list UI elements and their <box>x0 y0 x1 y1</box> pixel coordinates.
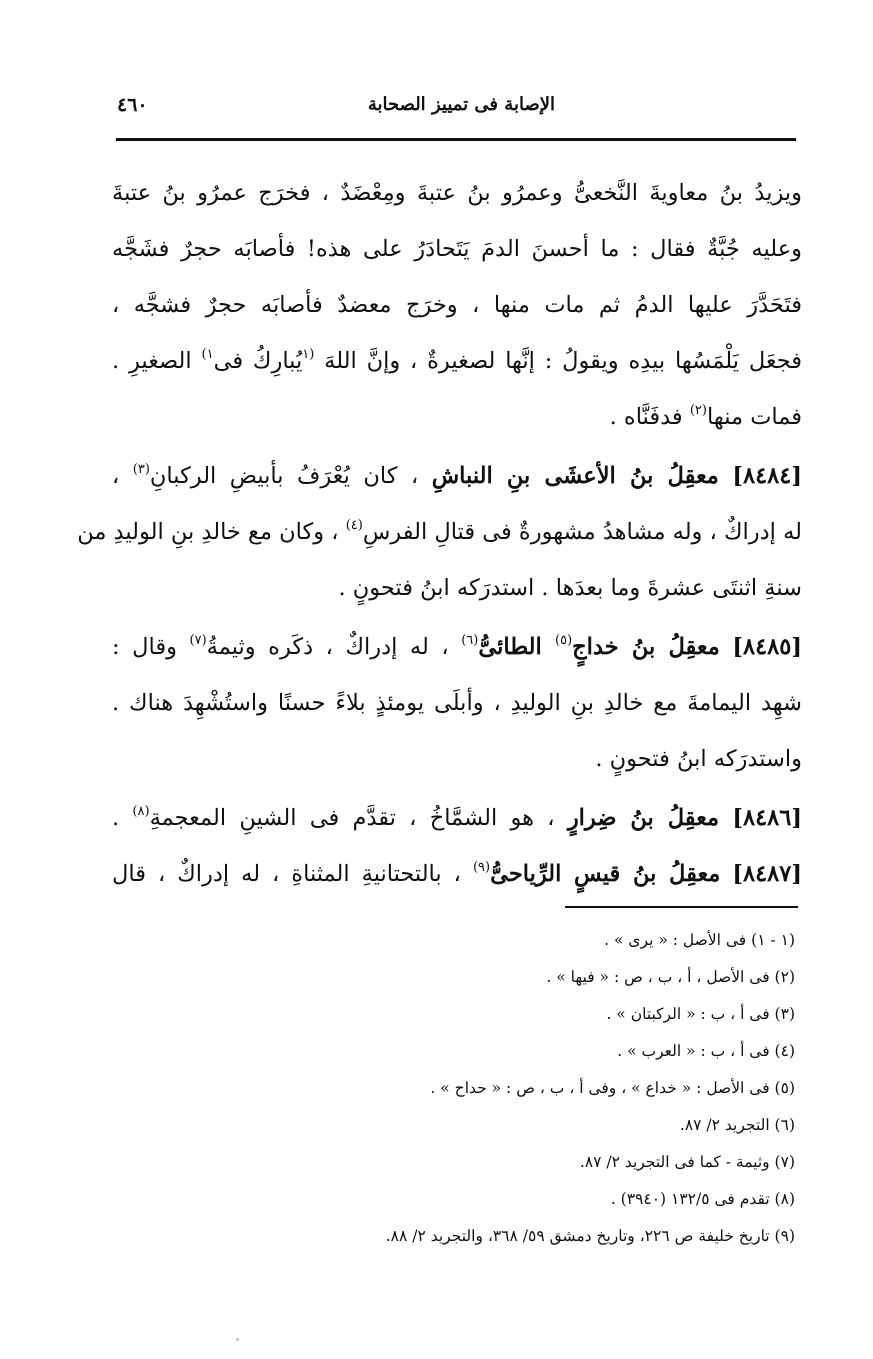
footnote-marker: (٥) <box>555 632 573 648</box>
entry-name: معقِلُ بنُ ضِرارٍ <box>567 805 720 831</box>
running-header <box>117 94 795 130</box>
entry-heading-line: [٨٤٨٤] معقِلُ بنُ الأعشَى بنِ النباشِ ، كان يُعْرَفُ بأبيضِ الركبانِ$^{(٣)}$ ، <box>112 461 803 489</box>
footnote: (٤) فى أ ، ب : « العرب » . <box>617 1042 795 1060</box>
entry-number: [٨٤٨٦] <box>732 805 802 831</box>
text-line: ويزيدُ بنُ معاويةَ النَّخعىُّ وعمرُو بنُ عتبةَ ومِعْضَدٌ ، فخرَج عمرُو بنُ عتبةَ <box>112 180 802 206</box>
footnote-marker: (٢) <box>689 402 707 418</box>
text-line: شهِد اليمامةَ مع خالدِ بنِ الوليدِ ، وأبلَى يومئذٍ بلاءً حسنًا واستُشْهِدَ هناك . <box>112 690 802 716</box>
running-title: الإصابة فى تمييز الصحابة <box>367 94 555 115</box>
footnote: (٦) التجريد ٢/ ٨٧. <box>679 1116 795 1134</box>
text-line: وعليه جُبَّةٌ فقال : ما أحسنَ الدمَ يَتَحادَرُ على هذه! فأصابَه حجرٌ فشَجَّه <box>112 236 802 262</box>
text-line: فتَحَدَّرَ عليها الدمُ ثم مات منها ، وخرَج معضدٌ فأصابَه حجرٌ فشجَّه ، <box>112 292 802 318</box>
text-line: له إدراكٌ ، وله مشاهدُ مشهورةٌ فى قتالِ الفرسِ$^{(٤)}$ ، وكان مع خالدِ بنِ الوليدِ من <box>77 517 802 545</box>
footnote-marker: (٩) <box>472 859 491 875</box>
entry-heading-line: [٨٤٨٥] معقِلُ بنُ خداجٍ$^{(٥)}$ الطائىُّ$^{(٦)}$ ، له إدراكٌ ، ذكَره وثيمةُ$^{(٧)}$ وقال : <box>112 632 802 660</box>
entry-name: معقِلُ بنُ الأعشَى بنِ النباشِ <box>431 463 719 489</box>
footnote-marker: (٤) <box>345 517 363 533</box>
header-rule <box>116 138 796 141</box>
footnote-marker: (٨) <box>132 803 150 819</box>
entry-heading-line: [٨٤٨٦] معقِلُ بنُ ضِرارٍ ، هو الشمَّاخُ ، تقدَّم فى الشينِ المعجمةِ$^{(٨)}$ . <box>112 803 802 831</box>
footnote-marker: ١) <box>201 346 214 362</box>
footnote: (١ - ١) فى الأصل : « يرى » . <box>604 931 795 949</box>
footnote-rule <box>565 906 798 908</box>
footnote-marker: (٧) <box>189 632 207 648</box>
entry-name: معقِلُ بنُ قيسٍ الرِّياحىُّ <box>490 861 721 887</box>
entry-number: [٨٤٨٥] <box>732 634 802 660</box>
footnote: (٥) فى الأصل : « خداع » ، وفى أ ، ب ، ص : « حداح » . <box>430 1079 795 1097</box>
entry-number: [٨٤٨٤] <box>732 463 803 489</box>
entry-heading-line: [٨٤٨٧] معقِلُ بنُ قيسٍ الرِّياحىُّ$^{(٩)}$ ، بالتحتانيةِ المثناةِ ، له إدراكٌ ، قال <box>112 859 803 887</box>
main-text <box>77 165 803 902</box>
footnote-marker: (٣) <box>132 461 150 477</box>
footnote-marker: (١ <box>302 346 315 362</box>
entry-number: [٨٤٨٧] <box>732 861 803 887</box>
text-line: سنةِ اثنتَى عشرةَ وما بعدَها . استدرَكه ابنُ فتحونٍ . <box>338 575 802 601</box>
footnote: (٣) فى أ ، ب : « الركبتان » . <box>606 1005 795 1023</box>
text-line: فجعَل يَلْمَسُها بيدِه ويقولُ : إنَّها لصغيرةٌ ، وإنَّ اللهَ $^{(١}$يُبارِكُ فى$^{١)}$ الصغيرِ . <box>112 346 802 374</box>
paper-speck <box>236 1338 239 1341</box>
text-line: واستدرَكه ابنُ فتحونٍ . <box>595 746 802 772</box>
entry-name: معقِلُ بنُ خداجٍ <box>572 634 720 660</box>
footnote: (٢) فى الأصل ، أ ، ب ، ص : « فيها » . <box>546 968 795 986</box>
footnote: (٧) وثيمة - كما فى التجريد ٢/ ٨٧. <box>579 1153 795 1171</box>
page-number: ٤٦٠ <box>117 94 148 116</box>
footnotes <box>195 922 795 1255</box>
footnote-marker: (٦) <box>461 632 479 648</box>
footnote: (٨) تقدم فى ١٣٢/٥ (٣٩٤٠) . <box>610 1190 795 1208</box>
text-line: فمات منها$^{(٢)}$ فدفَنَّاه . <box>609 402 802 430</box>
footnote: (٩) تاريخ خليفة ص ٢٢٦، وتاريخ دمشق ٥٩/ ٣٦٨، والتجريد ٢/ ٨٨. <box>385 1227 795 1245</box>
